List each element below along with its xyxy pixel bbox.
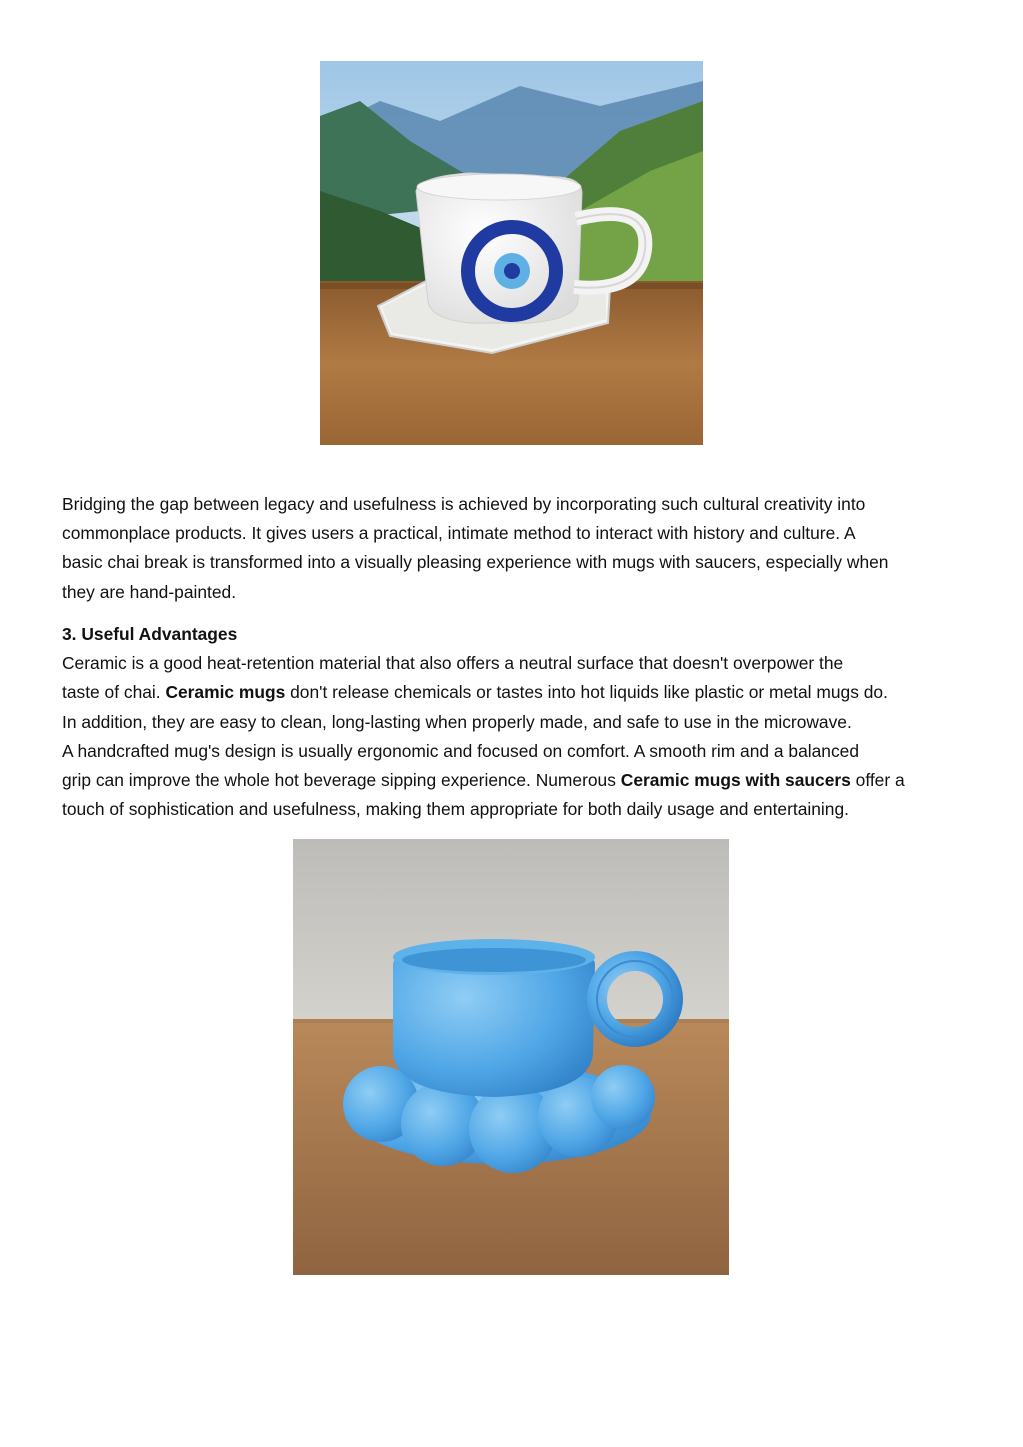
paragraph-line — [62, 766, 967, 795]
ceramic-mugs-with-saucers-bold: Ceramic mugs with saucers — [620, 770, 851, 791]
text-run: don't release chemicals or tastes into hot liquids like plastic or metal mugs do. — [285, 682, 888, 703]
paragraph-line: A handcrafted mug's design is usually ergonomic and focused on comfort. A smooth rim and a balanced — [62, 740, 859, 761]
paragraph-line: Bridging the gap between legacy and usefulness is achieved by incorporating such cultural creativity into — [62, 494, 866, 514]
section-useful-advantages — [62, 620, 967, 824]
paragraph-line: Ceramic is a good heat-retention material that also offers a neutral surface that doesn't overpower the — [62, 653, 844, 674]
paragraph-line — [62, 678, 967, 707]
evil-eye-cup-image — [320, 61, 703, 445]
paragraph-line: commonplace products. It gives users a practical, intimate method to interact with history and culture. A — [62, 523, 856, 544]
blue-cup-image — [293, 839, 729, 1275]
intro-paragraph — [62, 490, 967, 607]
paragraph-line: touch of sophistication and usefulness, making them appropriate for both daily usage and entertaining. — [62, 799, 849, 820]
ceramic-mugs-bold: Ceramic mugs — [165, 682, 286, 703]
text-run: taste of chai. — [62, 682, 166, 703]
text-run: grip can improve the whole hot beverage sipping experience. Numerous — [62, 770, 621, 791]
text-run: offer a — [850, 770, 905, 791]
section-heading: 3. Useful Advantages — [62, 624, 238, 644]
paragraph-line: In addition, they are easy to clean, long-lasting when properly made, and safe to use in the microwave. — [62, 711, 852, 732]
paragraph-line: basic chai break is transformed into a visually pleasing experience with mugs with saucers, especially when — [62, 552, 889, 573]
paragraph-line: they are hand-painted. — [62, 581, 237, 602]
